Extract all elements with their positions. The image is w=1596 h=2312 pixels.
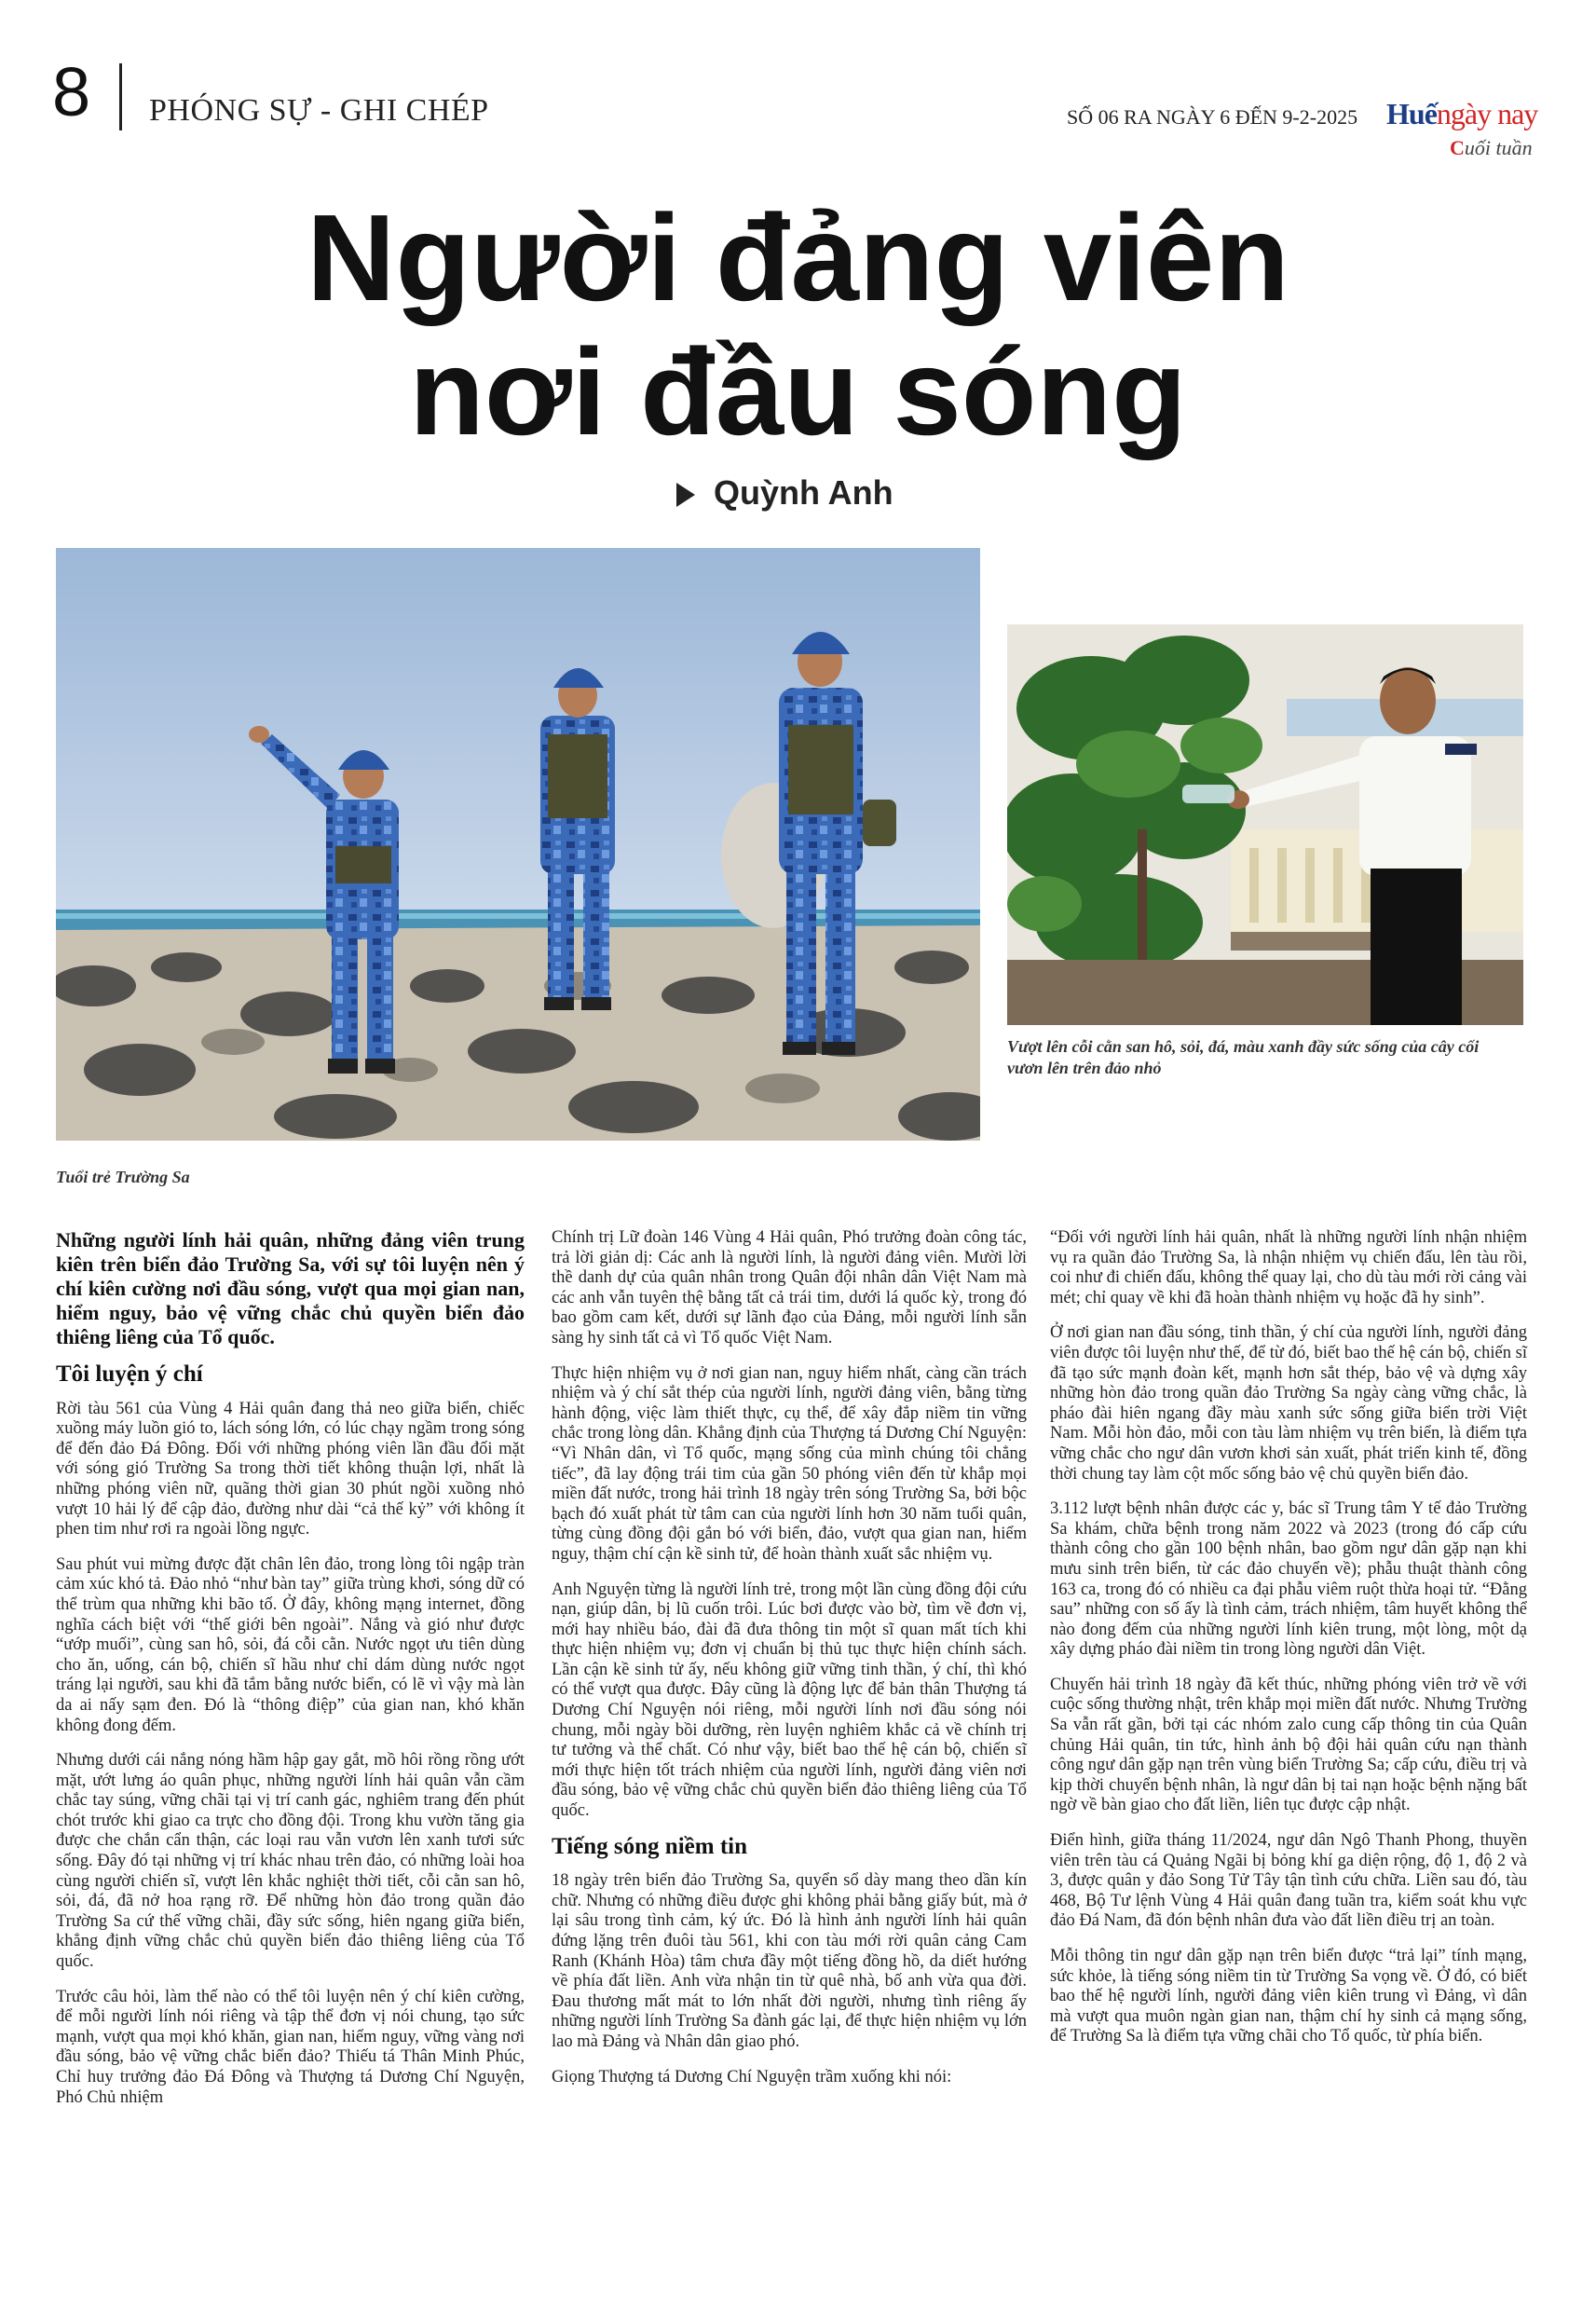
paragraph: Sau phút vui mừng được đặt chân lên đảo, trong lòng tôi ngập tràn cảm xúc khó tả. Đảo nhỏ “như bàn tay” giữa trùng khơi, sóng dữ có thể trùm qua những khi bão tố. Ở đây, không mạng internet, đồng nghĩa cách biệt với “thế giới bên ngoài”. Nắng và gió như được “ướp muối”, cùng san hô, sỏi, đá cỗi cằn. Nước ngọt ưu tiên dùng cho ăn, uống, cán bộ, chiến sĩ hầu như chỉ dám dùng nước ngọt tráng lại người, sau khi đã tắm bằng nước biển, có lẽ vì vậy mà làn da ai nấy sạm đen. Đó là “thông điệp” của gian nan, khó khăn không đong đếm. (56, 1554, 525, 1735)
main-photo (56, 548, 980, 1141)
paragraph: 18 ngày trên biển đảo Trường Sa, quyển sổ dày mang theo dần kín chữ. Nhưng có những điều được ghi không phải bằng giấy bút, mà ở lại sâu trong tình cảm, ký ức. Đó là hình ảnh người lính hải quân đứng lặng trên đuôi tàu 561, khi con tàu mới rời quân cảng Cam Ranh (Khánh Hòa) tâm chưa đầy một tiếng đồng hồ, da diết hướng về phía đất liền. Anh vừa nhận tin từ quê nhà, bố anh vừa qua đời. Đau thương mất mát to lớn nhất đời người, nhưng tình riêng ấy những người lính Trường Sa đành gác lại, để thực hiện nhiệm vụ lớn lao mà Đảng và Nhân dân giao phó. (552, 1871, 1027, 2051)
subheading-2: Tiếng sóng niềm tin (552, 1833, 747, 1859)
page-number: 8 (52, 53, 91, 130)
side-photo (1007, 624, 1523, 1025)
column-3 (1050, 1228, 1527, 2062)
paragraph: 3.112 lượt bệnh nhân được các y, bác sĩ Trung tâm Y tế đảo Trường Sa khám, chữa bệnh trong năm 2022 và 2023 (trong đó cấp cứu thành công cho gần 100 bệnh nhân, bao gồm ngư dân gặp nạn khi mưu sinh trên biển, từ các đảo chuyển về); phẫu thuật thành công 163 ca, trong đó có nhiều ca đại phẫu viêm ruột thừa hoại tử. “Đằng sau” những con số ấy là tình cảm, trách nhiệm, tâm huyết không thể nào đong đếm của những người lính kiên trung, một lòng, một dạ xây dựng pháo đài niềm tin trong lòng người dân Việt. (1050, 1499, 1527, 1660)
article-title (0, 191, 1596, 459)
title-line-2: nơi đầu sóng (409, 323, 1187, 460)
byline (676, 473, 893, 513)
author-name: Quỳnh Anh (714, 473, 893, 512)
paragraph: “Đối với người lính hải quân, nhất là những người lính nhận nhiệm vụ ra quần đảo Trường Sa, là nhận nhiệm vụ chiến đấu, lên tàu rồi, coi như đi chiến đấu, không thể quay lại, cho dù tàu mới rời cảng vài mét; chỉ quay về khi đã hoàn thành nhiệm vụ hoặc đã hy sinh”. (1050, 1228, 1527, 1307)
newspaper-logo (1386, 97, 1537, 131)
paragraph: Thực hiện nhiệm vụ ở nơi gian nan, nguy hiểm nhất, càng cần trách nhiệm và ý chí sắt thép của người lính, người đảng viên, bằng từng hành động, việc làm thiết thực, cụ thể, để xây đắp niềm tin vững chắc trong lòng dân. Khẳng định của Thượng tá Dương Chí Nguyện: “Vì Nhân dân, vì Tổ quốc, mạng sống của mình chúng tôi chẳng tiếc”, đã lay động trái tim của gần 50 phóng viên đến từ khắp mọi miền đất nước, trong hải trình 18 ngày trên sóng Trường Sa, bởi bộc bạch đó xuất phát từ tâm can của người lính hơn 30 năm tuổi quân, từng cùng đồng đội gắn bó với biển, đảo, vượt qua gian nan, hiểm nguy, thậm chí cận kề sinh tử, để hoàn thành xuất sắc nhiệm vụ. (552, 1363, 1027, 1564)
side-caption-line-2: vươn lên trên đảo nhỏ (1007, 1059, 1162, 1077)
paragraph: Giọng Thượng tá Dương Chí Nguyện trầm xuống khi nói: (552, 2067, 952, 2086)
logo-sub-initial: C (1450, 136, 1465, 159)
logo-sub-text: uối tuần (1464, 136, 1533, 159)
paragraph: Trước câu hỏi, làm thế nào có thể tôi luyện nên ý chí kiên cường, để mỗi người lính nói riêng và tập thể đơn vị nói chung, tạo sức mạnh, vượt qua mọi khó khăn, gian nan, hiểm nguy, vững vàng nơi đầu sóng, bảo vệ vững chắc biển đảo? Thiếu tá Thân Minh Phúc, Chỉ huy trưởng đảo Đá Đông và Thượng tá Dương Chí Nguyện, Phó Chủ nhiệm (56, 1987, 525, 2107)
side-caption-line-1: Vượt lên cỗi cằn san hô, sỏi, đá, màu xanh đầy sức sống của cây cối (1007, 1037, 1480, 1056)
subheading-1: Tôi luyện ý chí (56, 1361, 203, 1387)
logo-part-a: Huế (1386, 97, 1437, 130)
paragraph: Mỗi thông tin ngư dân gặp nạn trên biển được “trả lại” tính mạng, sức khỏe, là tiếng sóng niềm tin từ Trường Sa vọng về. Ở đó, có biết bao thế hệ người lính, người đảng viên kiên trung vì Đảng, vì dân mà vượt qua muôn ngàn gian nan, thậm chí hy sinh cả mạng sống, để Trường Sa là điểm tựa vững chãi cho Tổ quốc, từ phía biển. (1050, 1947, 1527, 2046)
paragraph: Ở nơi gian nan đầu sóng, tinh thần, ý chí của người lính, người đảng viên được tôi luyện như thế, để từ đó, biết bao thế hệ cán bộ, chiến sĩ đã tạo sức mạnh đoàn kết, mạnh hơn sắt thép, bảo vệ và dựng xây những hòn đảo trong quần đảo Trường Sa ngày càng vững chắc, là pháo đài hiên ngang đầy màu xanh sức sống giữa biển trời Việt Nam. Mỗi hòn đảo, mỗi con tàu làm nhiệm vụ trên biển, là điểm tựa vững chắc cho ngư dân vươn khơi sản xuất, phát triển kinh tế, đồng thời chung tay làm cột mốc sống bảo vệ chủ quyền biển đảo. (1050, 1323, 1527, 1484)
side-photo-caption (1007, 1036, 1529, 1079)
paragraph: Chuyến hải trình 18 ngày đã kết thúc, những phóng viên trở về với cuộc sống thường nhật, trên khắp mọi miền đất nước. Nhưng Trường Sa vẫn rất gần, bởi tại các nhóm zalo cung cấp thông tin của Quân chủng Hải quân, tin tức, hình ảnh bộ đội hải quân cứu nạn thành công ngư dân gặp nạn trên vùng biển Trường Sa; cấp cứu, điều trị và kịp thời chuyển bệnh nhân, là ngư dân bị tai nạn hoặc bệnh nặng bất ngờ về bàn giao cho đất liền, liên tục được cập nhật. (1050, 1675, 1527, 1815)
paragraph: Anh Nguyện từng là người lính trẻ, trong một lần cùng đồng đội cứu nạn, giúp dân, bị lũ cuốn trôi. Lúc bơi được vào bờ, tìm về đơn vị, mới hay nhiều báo, đài đã đưa thông tin một sĩ quan mất tích khi thực hiện nhiệm vụ; đơn vị chuẩn bị thủ tục thực hiện chính sách. Lần cận kề sinh tử ấy, nếu không giữ vững tinh thần, ý chí, thì khó có thể vượt qua được. Đây cũng là động lực để bản thân Thượng tá Dương Chí Nguyện nói riêng, mỗi người lính nơi đầu sóng nói chung, mỗi ngày bồi dưỡng, rèn luyện nghiêm khắc cả về chính trị tư tưởng và thể chất. Có như vậy, biết bao thế hệ cán bộ, chiến sĩ mới thực hiện tốt trách nhiệm của người lính, người đảng viên nơi đầu sóng, bảo vệ vững chắc chủ quyền biển đảo thiêng liêng của Tổ quốc. (552, 1580, 1027, 1821)
column-2 (552, 1228, 1027, 2102)
logo-part-b: ngày nay (1436, 97, 1538, 130)
paragraph: Chính trị Lữ đoàn 146 Vùng 4 Hải quân, Phó trưởng đoàn công tác, trả lời giản dị: Các anh là người lính, là người đảng viên. Mười lời thề danh dự của quân nhân trong Quân đội nhân dân Việt Nam mà các anh vẫn tuyên thệ bằng tất cả trái tim, dưới lá quốc kỳ, trong đó bao gồm cam kết, dưới sự lãnh đạo của Đảng, mỗi người lính sẵn sàng hy sinh tất cả vì Tổ quốc Việt Nam. (552, 1228, 1027, 1348)
paragraph: Nhưng dưới cái nắng nóng hầm hập gay gắt, mồ hôi rồng rồng ướt mặt, ướt lưng áo quân phục, những người lính hải quân vẫn cầm chắc tay súng, vững chãi tại vị trí canh gác, nghiêm trang đến phút chót trước khi giao ca trực cho đồng đội. Trong khu vườn tăng gia được che chắn cẩn thận, các loại rau vẫn vươn lên xanh tươi sức sống. Đây đó tại những vị trí khác nhau trên đảo, có những loài hoa cùng người chiến sĩ, vượt lên khắc nghiệt thời tiết, cỗi cằn san hô, sỏi, đá, đã nở hoa rạng rỡ. Để những hòn đảo trong quần đảo Trường Sa cứ thế vững chãi, đầy sức sống, hiên ngang giữa biển, khẳng định vững chắc chủ quyền biển đảo thiêng liêng của Tổ quốc. (56, 1751, 525, 1972)
main-photo-caption: Tuổi trẻ Trường Sa (56, 1168, 190, 1186)
paragraph: Rời tàu 561 của Vùng 4 Hải quân đang thả neo giữa biển, chiếc xuồng máy luồn gió to, lách sóng lớn, có lúc chạy ngầm trong sóng để đến đảo Đá Đông. Đối với những phóng viên lần đầu đối mặt với sóng gió Trường Sa trong thời tiết không thuận lợi, nhất là những phóng viên nữ, quãng thời gian 30 phút ngồi xuồng nhỏ vượt 10 hải lý để cập đảo, đường như dài “cả thế kỷ” với không ít phen tim như rơi ra ngoài lồng ngực. (56, 1399, 525, 1539)
column-1 (56, 1228, 525, 2123)
paragraph: Điển hình, giữa tháng 11/2024, ngư dân Ngô Thanh Phong, thuyền viên trên tàu cá Quảng Ngãi bị bỏng khí ga diện rộng, độ 1, độ 2 và 3, được quân y đảo Song Tử Tây tận tình cứu chữa. Liền sau đó, tàu 468, Bộ Tư lệnh Vùng 4 Hải quân đang tuần tra, kiểm soát khu vực đảo Đá Nam, đã đón bệnh nhân đưa vào đất liền điều trị an toàn. (1050, 1831, 1527, 1931)
weekend-edition-logo (1450, 136, 1533, 160)
issue-date: SỐ 06 RA NGÀY 6 ĐẾN 9-2-2025 (1067, 105, 1358, 129)
play-triangle-icon (676, 483, 695, 507)
section-label: PHÓNG SỰ - GHI CHÉP (149, 93, 489, 128)
header-divider (119, 63, 122, 130)
lead-paragraph: Những người lính hải quân, những đảng viên trung kiên trên biển đảo Trường Sa, với sự tôi luyện nên ý chí kiên cường nơi đầu sóng, vượt qua mọi gian nan, hiểm nguy, bảo vệ vững chắc chủ quyền biển đảo thiêng liêng của Tổ quốc. (56, 1228, 525, 1348)
title-line-1: Người đảng viên (307, 189, 1289, 326)
